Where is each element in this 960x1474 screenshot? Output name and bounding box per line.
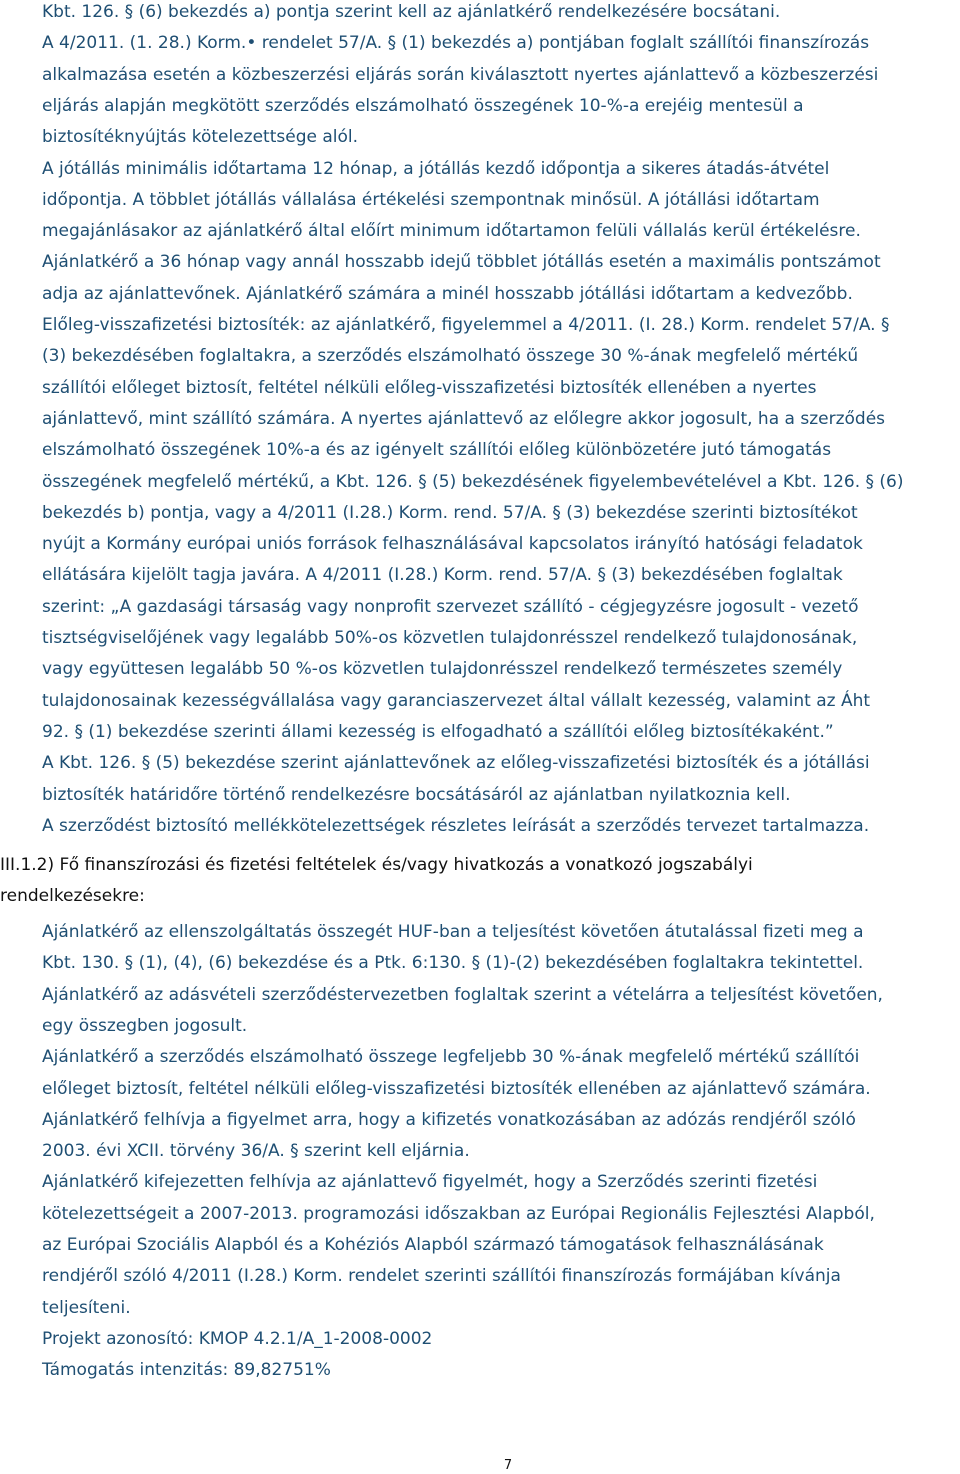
paragraph-line: egy összegben jogosult. [42, 1015, 248, 1036]
heading-line: III.1.2) Fő finanszírozási és fizetési feltételek és/vagy hivatkozás a vonatkozó jogszabályi [0, 855, 753, 875]
paragraph-line: Ajánlatkérő az adásvételi szerződéstervezetben foglaltak szerint a vételárra a teljesítést követően, [42, 984, 883, 1005]
paragraph-line: Támogatás intenzitás: 89,82751% [42, 1360, 331, 1381]
paragraph-line: biztosítéknyújtás kötelezettsége alól. [42, 127, 359, 148]
paragraph-line: A 4/2011. (1. 28.) Korm.• rendelet 57/A. § (1) bekezdés a) pontjában foglalt szállítói finanszírozás [42, 33, 870, 54]
paragraph-line: 92. § (1) bekezdése szerinti állami kezesség is elfogadható a szállítói előleg biztosítékaként.” [42, 721, 834, 742]
paragraph-line: rendjéről szóló 4/2011 (I.28.) Korm. rendelet szerinti szállítói finanszírozás formájában kívánja [42, 1266, 841, 1287]
paragraph-line: teljesíteni. [42, 1297, 131, 1318]
paragraph-line: nyújt a Kormány európai uniós források felhasználásával kapcsolatos irányító hatósági feladatok [42, 534, 863, 555]
paragraph-line: (3) bekezdésében foglaltakra, a szerződés elszámolható összege 30 %-ának megfelelő mértékű [42, 346, 859, 367]
paragraph-line: ajánlattevő, mint szállító számára. A nyertes ajánlattevő az előlegre akkor jogosult, ha a szerződés [42, 408, 886, 429]
paragraph-line: 2003. évi XCII. törvény 36/A. § szerint kell eljárnia. [42, 1141, 470, 1162]
paragraph-line: elszámolható összegének 10%-a és az igényelt szállítói előleg különbözetére jutó támogatás [42, 440, 832, 461]
paragraph-line: Ajánlatkérő felhívja a figyelmet arra, hogy a kifizetés vonatkozásában az adózás rendjéről szóló [42, 1109, 856, 1130]
paragraph-line: tisztségviselőjének vagy legalább 50%-os közvetlen tulajdonrésszel rendelkező tulajdonosának, [42, 628, 858, 648]
heading-line: rendelkezésekre: [0, 886, 145, 907]
paragraph-line: tulajdonosainak kezességvállalása vagy garanciaszervezet által vállalt kezesség, valamint az Áht [42, 690, 871, 711]
paragraph-line: A szerződést biztosító mellékkötelezettségek részletes leírását a szerződés tervezet tartalmazza. [42, 815, 870, 836]
paragraph-line: A jótállás minimális időtartama 12 hónap, a jótállás kezdő időpontja a sikeres átadás-átvétel [42, 158, 830, 179]
paragraph-line: szerint: „A gazdasági társaság vagy nonprofit szervezet szállító - cégjegyzésre jogosult - vezető [42, 596, 859, 617]
paragraph-line: Projekt azonosító: KMOP 4.2.1/A_1-2008-0002 [42, 1328, 433, 1349]
paragraph-line: az Európai Szociális Alapból és a Kohéziós Alapból származó támogatások felhasználásának [42, 1235, 824, 1255]
paragraph-line: Ajánlatkérő az ellenszolgáltatás összegét HUF-ban a teljesítést követően átutalással fizeti meg a [42, 922, 864, 942]
paragraph-line: Ajánlatkérő a szerződés elszámolható összege legfeljebb 30 %-ának megfelelő mértékű szállítói [42, 1047, 860, 1068]
paragraph-line: megajánlásakor az ajánlatkérő által előírt minimum időtartamon felüli vállalás kerül értékelésre. [42, 221, 861, 242]
paragraph-line: időpontja. A többlet jótállás vállalása értékelési szempontnak minősül. A jótállási időtartam [42, 189, 820, 210]
paragraph-line: A Kbt. 126. § (5) bekezdése szerint ajánlattevőnek az előleg-visszafizetési biztosíték és a jótállási [42, 753, 870, 774]
paragraph-line: előleget biztosít, feltétel nélküli előleg-visszafizetési biztosíték ellenében az ajánlattevő számára. [42, 1078, 871, 1099]
paragraph-line: összegének megfelelő mértékű, a Kbt. 126. § (5) bekezdésének figyelembevételével a Kbt. 126. § (6) [42, 471, 904, 492]
paragraph-line: ellátására kijelölt tagja javára. A 4/2011 (I.28.) Korm. rend. 57/A. § (3) bekezdésében foglaltak [42, 565, 843, 586]
paragraph-line: Ajánlatkérő a 36 hónap vagy annál hosszabb idejű többlet jótállás esetén a maximális pontszámot [42, 252, 881, 273]
paragraph-line: kötelezettségeit a 2007-2013. programozási időszakban az Európai Regionális Fejlesztési Alapból, [42, 1203, 875, 1224]
paragraph-line: bekezdés b) pontja, vagy a 4/2011 (I.28.) Korm. rend. 57/A. § (3) bekezdése szerinti biztosítékot [42, 502, 858, 523]
paragraph-line: Kbt. 130. § (1), (4), (6) bekezdése és a Ptk. 6:130. § (1)-(2) bekezdésében foglaltakra tekintettel. [42, 953, 864, 974]
paragraph-line: Előleg-visszafizetési biztosíték: az ajánlatkérő, figyelemmel a 4/2011. (I. 28.) Korm. rendelet 57/A. § [42, 315, 890, 335]
paragraph-line: alkalmazása esetén a közbeszerzési eljárás során kiválasztott nyertes ajánlattevő a közbeszerzési [42, 64, 879, 85]
page-number: 7 [503, 1458, 513, 1473]
paragraph-line: adja az ajánlattevőnek. Ajánlatkérő számára a minél hosszabb jótállási időtartam a kedvezőbb. [42, 283, 853, 304]
paragraph-line: biztosíték határidőre történő rendelkezésre bocsátásáról az ajánlatban nyilatkoznia kell. [42, 784, 791, 805]
paragraph-line: Kbt. 126. § (6) bekezdés a) pontja szerint kell az ajánlatkérő rendelkezésére bocsátani. [42, 2, 781, 22]
paragraph-line: eljárás alapján megkötött szerződés elszámolható összegének 10-%-a erejéig mentesül a [42, 95, 804, 116]
paragraph-line: Ajánlatkérő kifejezetten felhívja az ajánlattevő figyelmét, hogy a Szerződés szerinti fizetési [42, 1172, 818, 1193]
paragraph-line: szállítói előleget biztosít, feltétel nélküli előleg-visszafizetési biztosíték ellenében a nyertes [42, 377, 817, 398]
paragraph-line: vagy együttesen legalább 50 %-os közvetlen tulajdonrésszel rendelkező természetes személy [42, 659, 843, 680]
